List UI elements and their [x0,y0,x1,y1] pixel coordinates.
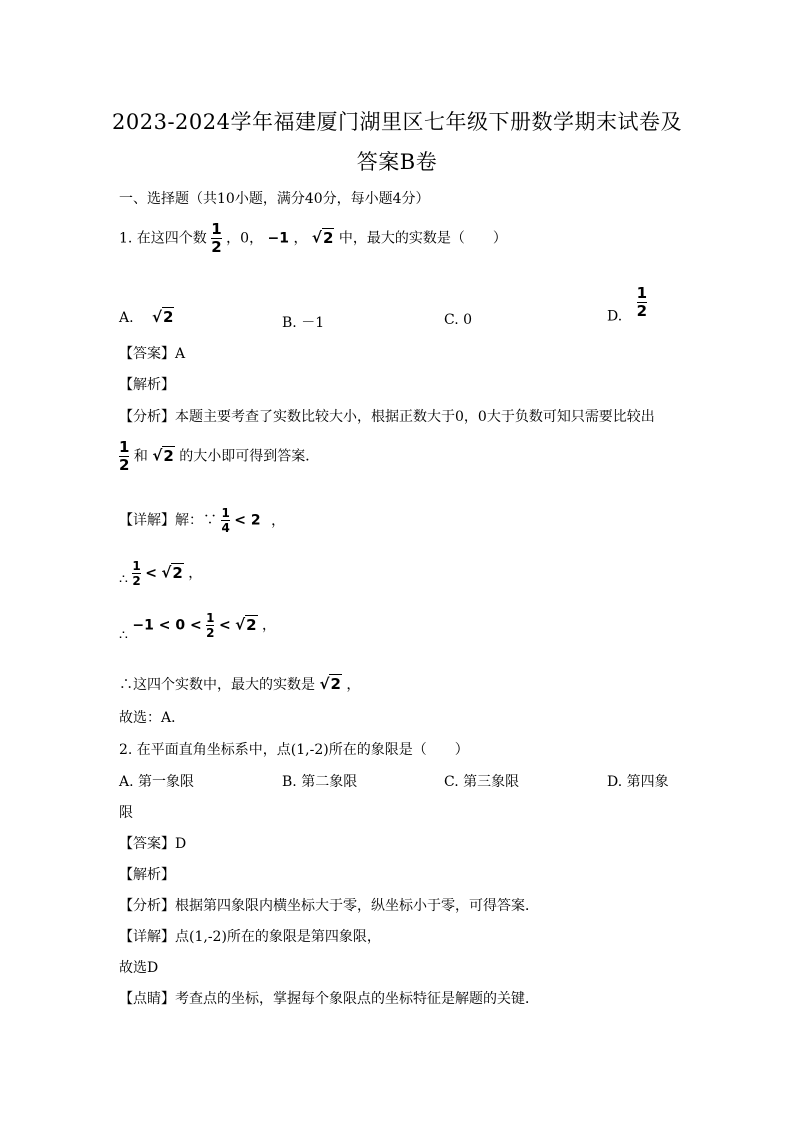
q2-option-d-wrap: 限 [119,805,133,821]
section-heading: 一、选择题（共10小题，满分40分，每小题4分） [119,191,430,207]
punctuation: ， [188,565,203,582]
q1-detail-line-2 [119,560,202,588]
fraction-half [132,560,140,587]
sqrt-symbol: √ [319,675,330,693]
fraction-half [119,440,129,473]
q2-answer: 【答案】D [119,836,187,852]
detail-label: 【详解】解：∵ [119,512,217,529]
q1-stem-prefix: 1. 在这四个数 [119,230,207,247]
document-title-line-2: 答案B卷 [356,150,438,174]
q2-comment: 【点睛】考查点的坐标，掌握每个象限点的坐标特征是解题的关键． [119,991,539,1007]
q2-detail-text: 【详解】点(1,-2)所在的象限是第四象限， [119,929,381,945]
frac-denominator: 2 [211,238,222,256]
less-than: < [145,565,157,582]
q1-neg-one: −1 [267,230,290,247]
q2-option-d: D. 第四象 [607,774,669,790]
document-title-line-1: 2023-2024学年福建厦门湖里区七年级下册数学期末试卷及 [112,110,682,134]
sqrt-two [235,615,257,634]
less-than: < [218,617,231,634]
sqrt-symbol: √ [235,615,246,634]
q1-option-d [607,286,647,325]
option-label: D. [607,308,623,325]
q2-option-c: C. 第三象限 [444,774,520,790]
q1-comma: ， [293,230,308,247]
option-label: A. [119,310,134,326]
q2-analysis-text: 【分析】根据第四象限内横坐标大于零，纵坐标小于零，可得答案． [119,898,539,914]
q1-option-a [119,308,174,326]
therefore-symbol: ∴ [119,571,128,588]
q1-option-d-fraction [637,286,647,319]
punctuation: ， [271,512,286,529]
q1-detail-line-1 [119,507,285,534]
frac-numerator: 1 [206,611,215,625]
sqrt-symbol: √ [152,446,163,465]
q1-option-c: C. 0 [444,312,473,328]
q1-detail-line-4 [119,674,360,694]
sqrt-radicand: 2 [322,228,334,247]
frac-denominator: 2 [206,626,215,640]
frac-numerator: 1 [132,559,141,573]
frac-denominator: 2 [132,574,141,588]
q2-stem: 2. 在平面直角坐标系中，点(1,-2)所在的象限是（ ） [119,742,469,758]
q2-option-b: B. 第二象限 [282,774,358,790]
conclusion-text: ∴这四个实数中，最大的实数是 [119,677,315,693]
sqrt-radicand: 2 [172,563,183,582]
frac-denominator: 4 [221,521,230,535]
q1-option-b: B. －1 [282,315,325,331]
sqrt-two [319,674,341,693]
q2-option-a: A. 第一象限 [119,774,195,790]
q1-stem [119,222,507,255]
inequality-text: −1 < 0 < [132,617,202,634]
frac-denominator: 2 [636,302,648,320]
sqrt-symbol: √ [311,228,322,247]
sqrt-two [161,563,183,582]
q1-choice: 故选：A． [119,710,186,726]
frac-denominator: 2 [119,456,130,474]
q2-choice: 故选D [119,960,159,976]
therefore-symbol: ∴ [119,627,128,644]
sqrt-radicand: 2 [163,308,174,326]
sqrt-radicand: 2 [163,446,174,465]
analysis-rest: 的大小即可得到答案． [179,448,320,465]
inequality-text: < 2 [234,512,261,529]
sqrt-radicand: 2 [246,615,257,634]
frac-numerator: 1 [211,220,222,238]
fraction-quarter [221,507,229,534]
q1-analysis-heading: 【解析】 [119,377,175,393]
punctuation: ， [346,677,361,693]
frac-numerator: 1 [636,284,648,302]
q1-analysis-text-2 [119,440,319,473]
q2-analysis-heading: 【解析】 [119,867,175,883]
q1-sqrt-two [312,228,334,247]
sqrt-two [152,446,174,465]
q1-fraction-half [211,222,221,255]
sqrt-radicand: 2 [330,675,341,693]
q1-answer: 【答案】A [119,346,186,362]
punctuation: ， [262,617,277,634]
q1-analysis-text: 【分析】本题主要考查了实数比较大小，根据正数大于0，0大于负数可知只需要比较出 [119,409,655,425]
frac-numerator: 1 [221,506,230,520]
connector-text: 和 [133,448,148,465]
sqrt-symbol: √ [161,563,172,582]
q1-detail-line-3 [119,612,276,644]
fraction-half [206,612,214,639]
q1-option-a-sqrt [152,308,174,326]
sqrt-symbol: √ [152,308,163,326]
q1-stem-mid: ，0， [226,230,264,247]
q1-stem-suffix: 中，最大的实数是（ ） [338,230,507,247]
frac-numerator: 1 [119,438,130,456]
